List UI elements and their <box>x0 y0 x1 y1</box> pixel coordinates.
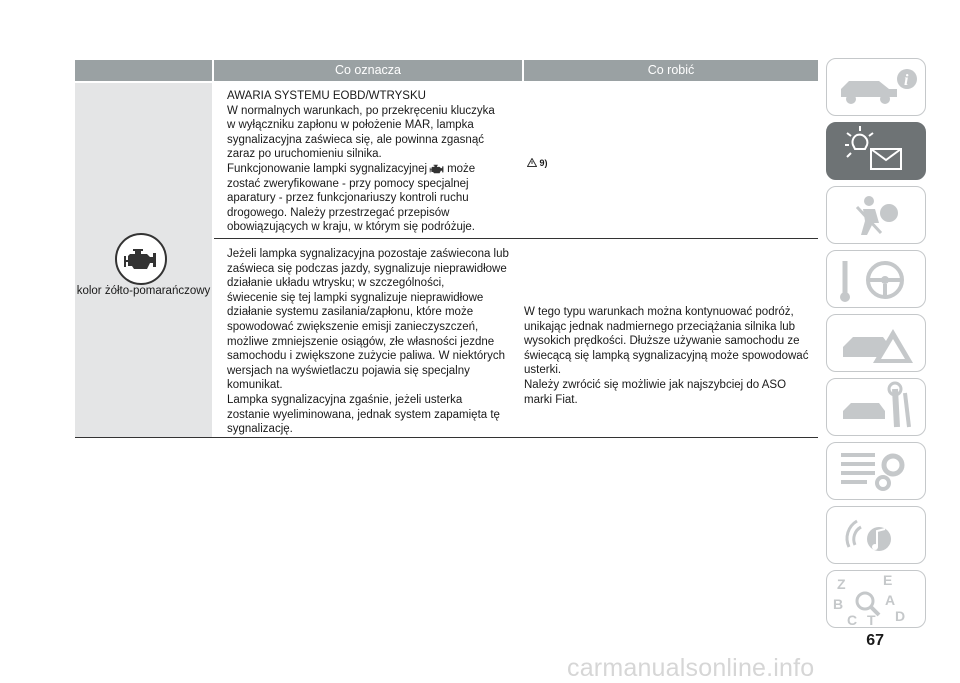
row1-inline-after: może <box>447 162 476 175</box>
row1-line: drogowego. Należy przestrzegać przepisów <box>227 206 450 219</box>
row2-action <box>524 305 816 407</box>
action-line: Należy zwrócić się możliwie jak najszybciej do ASO <box>524 378 787 391</box>
index-letter: A <box>885 592 896 608</box>
index-letter: T <box>867 612 876 628</box>
tab-car-info[interactable] <box>826 58 926 116</box>
engine-inline-icon <box>429 163 445 175</box>
row1-line: w wyłączniku zapłonu w położenie MAR, lampka <box>227 119 474 132</box>
maintenance-tools-icon <box>827 379 927 437</box>
row2-line: samochodu i zwiększone zużycie paliwa. W niektórych <box>227 350 506 363</box>
technical-data-icon <box>827 443 927 501</box>
tab-alphabetical-index[interactable] <box>826 570 926 628</box>
car-info-icon <box>827 59 927 117</box>
row2-line: Jeżeli lampka sygnalizacyjna pozostaje zaświecona lub <box>227 248 509 260</box>
road-emergency-icon <box>827 315 927 373</box>
tab-maintenance[interactable] <box>826 378 926 436</box>
row1-line: zaraz po uruchomieniu silnika. <box>227 148 382 161</box>
action-line: świecącą się lampką sygnalizacyjną może spowodować <box>524 349 809 362</box>
row1-inline-line <box>227 162 519 177</box>
row1-meaning <box>227 89 519 235</box>
svg-text:i: i <box>904 72 909 89</box>
row2-line: zostanie wyeliminowana, jednak system zapamięta tę <box>227 408 500 421</box>
airbag-safety-icon <box>827 187 927 245</box>
tab-multimedia[interactable] <box>826 506 926 564</box>
row2-line: spowodować zwiększenie emisji zanieczyszczeń, <box>227 320 479 333</box>
row2-line: działanie układu wtrysku; w szczególności, <box>227 277 445 290</box>
warning-ref-number: 9) <box>539 158 548 168</box>
row2-line: wersjach na wyświetlaczu pojawia się specjalny <box>227 364 470 377</box>
row1-line: zostać zweryfikowane - przy pomocy specjalnej <box>227 177 469 190</box>
tab-warning-lights[interactable] <box>826 122 926 180</box>
table-bottom-rule <box>75 437 818 438</box>
tab-technical-data[interactable] <box>826 442 926 500</box>
steering-wheel-icon <box>827 251 927 309</box>
tab-steering-wheel[interactable] <box>826 250 926 308</box>
index-letter: D <box>895 608 906 624</box>
row2-line: możliwe zmniejszenie osiągów, złe własności jezdne <box>227 335 495 348</box>
warning-triangle-icon <box>527 158 537 167</box>
action-line: usterki. <box>524 364 562 377</box>
action-line: wysokich prędkości. Dłuższe używanie samochodu ze <box>524 335 800 348</box>
warning-reference <box>527 158 548 168</box>
tab-airbag-safety[interactable] <box>826 186 926 244</box>
row1-line: aparatury - przez funkcjonariuszy kontroli ruchu <box>227 192 469 205</box>
header-action: Co robić <box>524 60 818 81</box>
engine-check-icon <box>115 233 167 285</box>
row1-line: sygnalizacyjna zaświeca się, ale powinna zgasnąć <box>227 133 484 146</box>
index-letter: Z <box>837 576 846 592</box>
row2-line: działanie systemu zasilania/zapłonu, które może <box>227 306 474 319</box>
header-meaning: Co oznacza <box>214 60 522 81</box>
row1-line: obowiązujących w kraju, w którym się podróżuje. <box>227 221 475 234</box>
index-letter: B <box>833 596 844 612</box>
warning-light-column <box>75 83 212 437</box>
row1-line: AWARIA SYSTEMU EOBD/WTRYSKU <box>227 90 426 102</box>
row1-inline-before: Funkcjonowanie lampki sygnalizacyjnej <box>227 162 428 175</box>
index-letter: E <box>883 572 893 588</box>
row-divider <box>214 238 818 239</box>
row2-line: komunikat. <box>227 379 283 392</box>
index-letter: C <box>847 612 858 628</box>
row2-line: Lampka sygnalizacyjna zgaśnie, jeżeli usterka <box>227 393 463 406</box>
page-number: 67 <box>866 632 884 649</box>
action-line: unikając jednak nadmiernego przeciążania silnika lub <box>524 320 796 333</box>
multimedia-icon <box>827 507 927 565</box>
light-color-label: kolor żółto-pomarańczowy <box>76 285 211 297</box>
row1-line: W normalnych warunkach, po przekręceniu kluczyka <box>227 104 495 117</box>
row2-line: sygnalizację. <box>227 423 293 436</box>
warning-lights-icon <box>827 123 927 181</box>
header-empty <box>75 60 212 81</box>
watermark: carmanualsonline.info <box>567 654 815 682</box>
row2-line: świecenie się tej lampki sygnalizuje nieprawidłowe <box>227 291 484 304</box>
action-line: W tego typu warunkach można kontynuować podróż, <box>524 306 794 318</box>
tab-road-emergency[interactable] <box>826 314 926 372</box>
action-line: marki Fiat. <box>524 393 578 406</box>
row2-line: zaświeca się podczas jazdy, sygnalizuje nieprawidłowe <box>227 262 507 275</box>
alphabetical-index-icon <box>827 571 927 629</box>
row2-meaning <box>227 247 519 437</box>
